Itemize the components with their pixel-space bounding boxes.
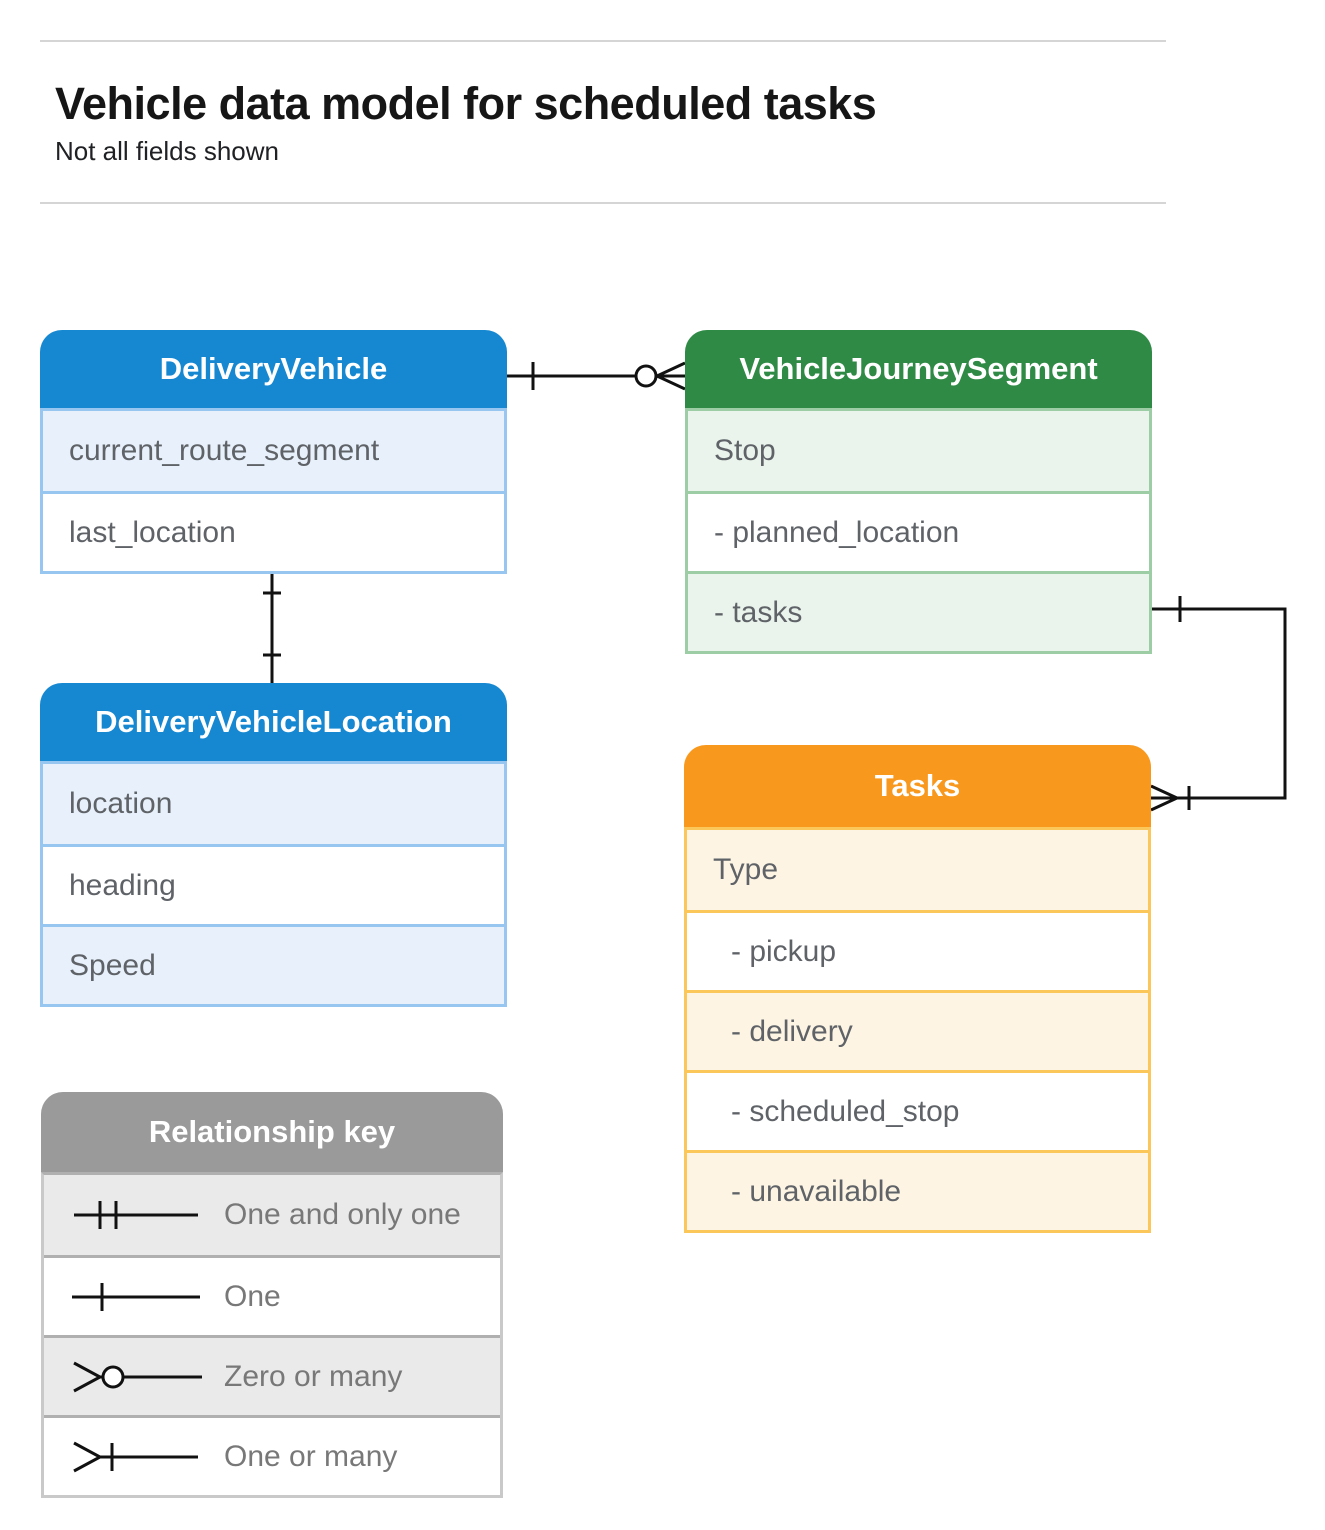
entity-tasks-header [684,745,1151,827]
connector-vehiclejourneysegment-tasks-to-tasks [1151,596,1285,810]
field-type: Type [687,830,1148,910]
field-planned-location: - planned_location [688,491,1149,571]
entity-vehicle-journey-segment [685,330,1152,654]
legend-row-zero-or-many [44,1335,500,1415]
header-divider [40,202,1166,204]
field-heading: heading [43,844,504,924]
entity-delivery-vehicle-header [40,330,507,408]
relationship-key [41,1092,503,1498]
entity-delivery-vehicle-fields [40,408,507,574]
entity-delivery-vehicle-location-fields [40,761,507,1007]
entity-title: DeliveryVehicleLocation [95,704,452,739]
entity-title: DeliveryVehicle [159,351,388,386]
entity-title: VehicleJourneySegment [739,351,1098,386]
legend-row-one-and-only-one [44,1175,500,1255]
field-pickup: - pickup [687,910,1148,990]
field-scheduled-stop: - scheduled_stop [687,1070,1148,1150]
crow-foot [657,363,685,389]
legend-label: One or many [224,1439,398,1473]
field-unavailable: - unavailable [687,1150,1148,1230]
page-subtitle: Not all fields shown [55,136,279,166]
field-tasks: - tasks [688,571,1149,651]
top-divider [40,40,1166,42]
zero-or-many-icon [60,1355,210,1399]
entity-delivery-vehicle-location [40,683,507,1007]
legend-row-one [44,1255,500,1335]
zero-circle [636,366,656,386]
entity-tasks [684,745,1151,1233]
field-current-route-segment: current_route_segment [43,411,504,491]
field-location: location [43,764,504,844]
relationship-key-header [41,1092,503,1172]
page-title: Vehicle data model for scheduled tasks [55,78,877,129]
relationship-key-title: Relationship key [148,1114,396,1149]
field-last-location: last_location [43,491,504,571]
legend-label: One and only one [224,1198,461,1231]
relationship-key-rows [41,1172,503,1498]
legend-label: Zero or many [224,1359,403,1393]
entity-title: Tasks [874,768,961,803]
legend-row-one-or-many [44,1415,500,1495]
one-or-many-icon [60,1435,210,1479]
connector-deliveryvehicle-to-deliveryvehiclelocation [263,568,281,683]
one-and-only-one-icon [60,1193,210,1237]
entity-vehicle-journey-segment-fields [685,408,1152,654]
field-speed: Speed [43,924,504,1004]
entity-delivery-vehicle-location-header [40,683,507,761]
legend-label: One [224,1279,281,1313]
one-icon [60,1275,210,1319]
field-stop: Stop [688,411,1149,491]
entity-delivery-vehicle [40,330,507,574]
connector-deliveryvehicle-to-vehiclejourneysegment [507,362,685,390]
entity-vehicle-journey-segment-header [685,330,1152,408]
field-delivery: - delivery [687,990,1148,1070]
entity-tasks-fields [684,827,1151,1233]
crow-foot [1151,786,1177,810]
